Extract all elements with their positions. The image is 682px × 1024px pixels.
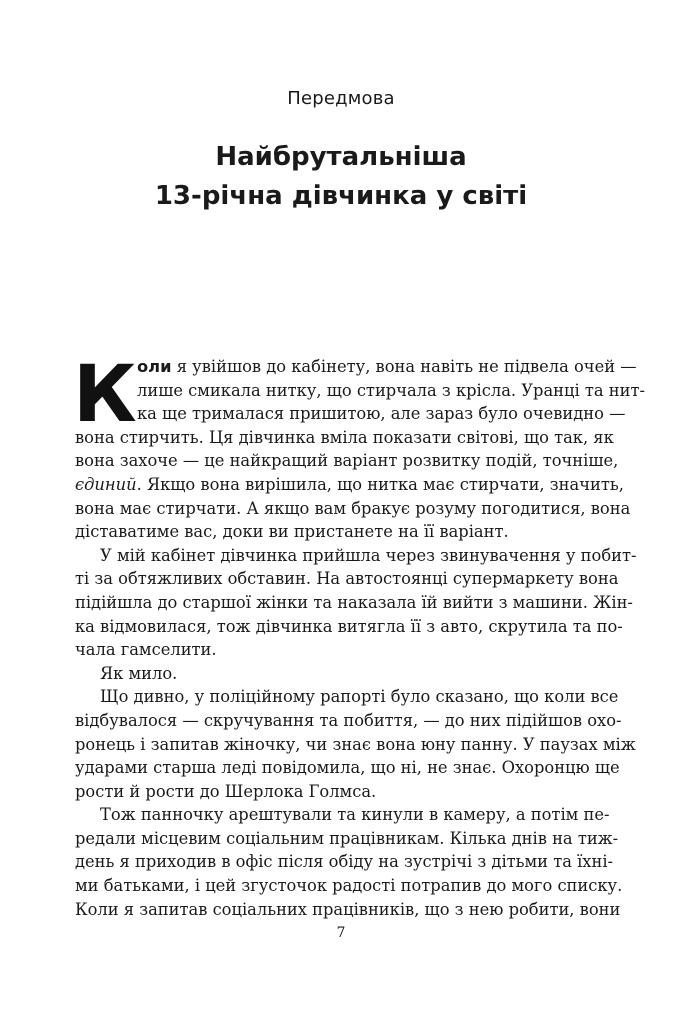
text-line: лише смикала нитку, що стирчала з крісла. Уранці та нит- (137, 380, 645, 400)
drop-cap: К (73, 350, 137, 440)
text-line: підійшла до старшої жінки та наказала їй вийти з машини. Жін- (75, 592, 633, 612)
text-line: Коли я запитав соціальних працівників, що з нею робити, вони (75, 899, 621, 919)
text-line: ми батьками, і цей згусточок радості потрапив до мого списку. (75, 876, 623, 896)
text-line: ударами старша леді повідомила, що ні, не знає. Охоронцю ще (75, 758, 620, 778)
text-line: У мій кабінет дівчинка прийшла через звинувачення у побит- (100, 545, 637, 565)
text-line: оли я увійшов до кабінету, вона навіть не підвела очей — (137, 357, 637, 376)
text-line: день я приходив в офіс після обіду на зустрічі з дітьми та їхні- (75, 852, 614, 872)
text-line: рости й рости до Шерлока Голмса. (75, 781, 377, 801)
text-line: ка ще трималася пришитою, але зараз було очевидно — (137, 404, 626, 424)
text-line: діставатиме вас, доки ви пристанете на її варіант. (75, 522, 509, 542)
section-label: Передмова (287, 88, 395, 109)
chapter-title-line-2: 13-річна дівчинка у світі (154, 181, 528, 211)
chapter-title-line-1: Найбрутальніша (215, 142, 467, 172)
chapter-title (0, 138, 682, 216)
text-line: Що дивно, у поліційному рапорті було сказано, що коли все (100, 687, 619, 707)
text-line: ронець і запитав жіночку, чи знає вона юну панну. У паузах між (75, 734, 636, 754)
page-number: 7 (336, 925, 346, 941)
text-line: вона захоче — це найкращий варіант розвитку подій, точніше, (75, 451, 619, 471)
text-line: чала гамселити. (75, 640, 217, 660)
text-line: Як мило. (100, 663, 178, 683)
text-line: вона стирчить. Ця дівчинка вміла показати світові, що так, як (75, 427, 614, 447)
text-line: єдиний. Якщо вона вирішила, що нитка має стирчати, значить, (75, 474, 624, 494)
body-text (73, 350, 645, 921)
text-line: редали місцевим соціальним працівникам. Кілька днів на тиж- (75, 828, 619, 848)
text-line: ті за обтяжливих обставин. На автостоянці супермаркету вона (75, 569, 619, 589)
text-line: Тож панночку арештували та кинули в камеру, а потім пе- (100, 805, 610, 825)
text-line: ка відмовилася, тож дівчинка витягла її з авто, скрутила та по- (75, 616, 623, 636)
text-line: вона має стирчати. А якщо вам бракує розуму погодитися, вона (75, 498, 631, 518)
text-line: відбувалося — скручування та побиття, — до них підійшов охо- (75, 710, 622, 730)
first-word: оли (137, 357, 172, 376)
italic-word: єдиний (75, 474, 137, 494)
